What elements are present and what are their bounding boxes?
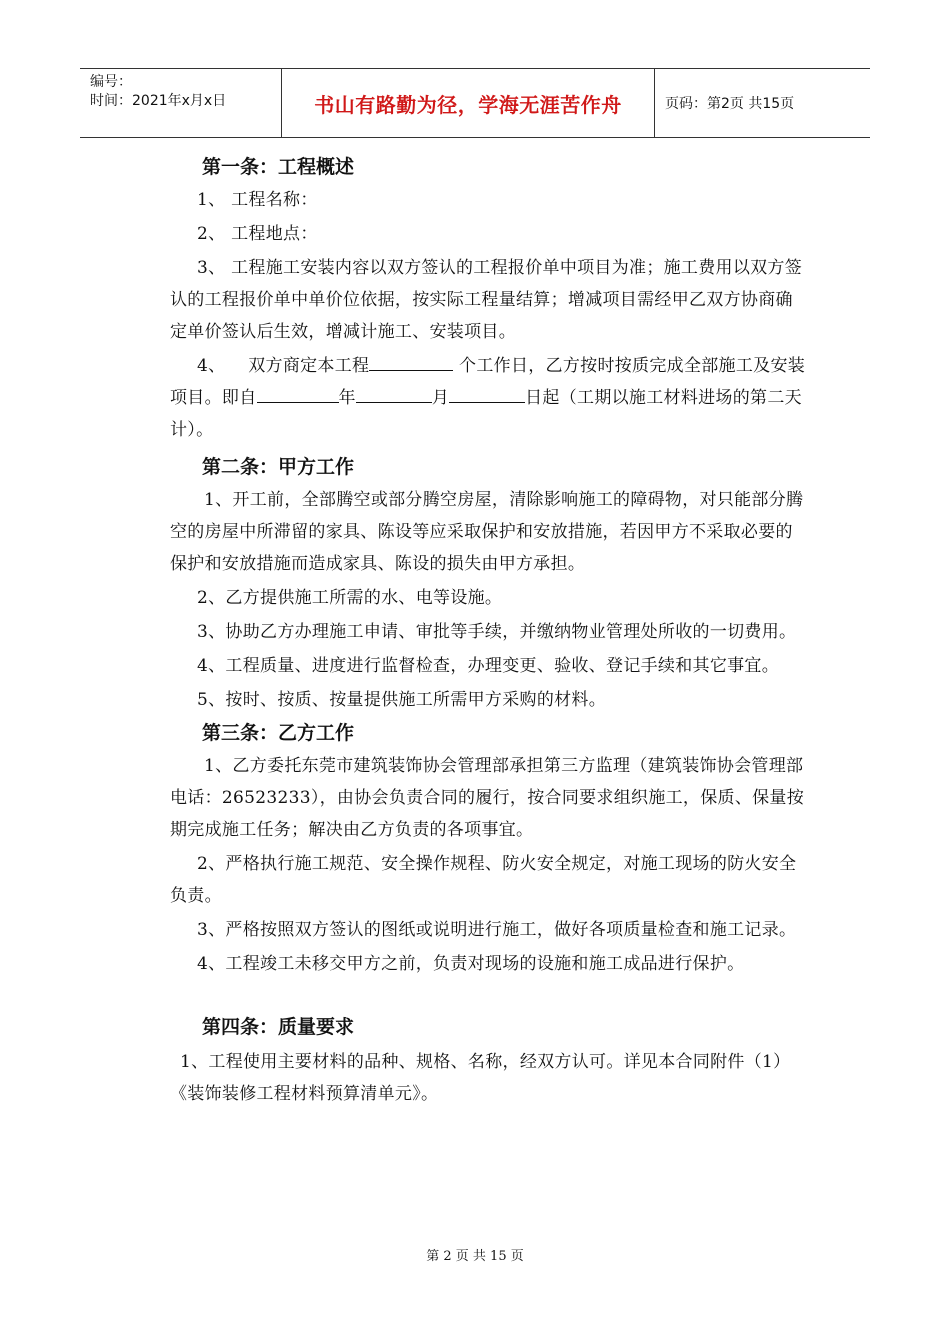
clause-paragraph: 2、乙方提供施工所需的水、电等设施。 [197,588,503,608]
clause-text: 年 [338,388,356,408]
header-page-info: 页码：第2页 共15页 [665,96,795,112]
page-header [80,68,870,138]
clause-paragraph [170,350,810,446]
clause-paragraph: 2、 工程地点： [197,224,318,244]
blank-field-year [257,382,339,403]
clause-paragraph: 2、严格执行施工规范、安全操作规程、防火安全规定，对施工现场的防火安全负责。 [170,854,797,906]
clause-paragraph: 1、 工程名称： [197,190,318,210]
clause-text: 个工作日，乙方按时按质完成全部施工及安装项目。即自 [170,356,806,408]
blank-field-month [356,382,432,403]
clause-text: 月 [431,388,450,408]
document-number-label: 编号： [90,74,132,90]
header-motto: 书山有路勤为径，学海无涯苦作舟 [282,69,655,137]
clause-paragraph: 1、乙方委托东莞市建筑装饰协会管理部承担第三方监理（建筑装饰协会管理部电话：26523233），由协会负责合同的履行，按合同要求组织施工，保质、保量按期完成施工任务；解决由乙方负责的各项事宜。 [170,756,805,840]
section-title: 第一条：工程概述 [202,156,355,178]
document-body [170,150,810,1110]
section-title: 第二条：甲方工作 [202,456,355,478]
clause-paragraph: 3、严格按照双方签认的图纸或说明进行施工，做好各项质量检查和施工记录。 [197,920,797,940]
section-title: 第三条：乙方工作 [202,722,355,744]
clause-paragraph: 1、工程使用主要材料的品种、规格、名称，经双方认可。详见本合同附件（1）《装饰装修工程材料预算清单元》。 [170,1052,791,1104]
clause-paragraph: 3、协助乙方办理施工申请、审批等手续，并缴纳物业管理处所收的一切费用。 [197,622,797,642]
blank-field-days [369,350,453,371]
page-footer: 第 2 页 共 15 页 [426,1249,524,1264]
clause-paragraph: 5、按时、按质、按量提供施工所需甲方采购的材料。 [197,690,607,710]
clause-paragraph: 3、 工程施工安装内容以双方签认的工程报价单中项目为准；施工费用以双方签认的工程报价单中单价位依据，按实际工程量结算；增减项目需经甲乙双方协商确定单价签认后生效，增减计施工、安装项目。 [170,258,803,342]
clause-text: 4、 双方商定本工程 [197,356,370,376]
section-title: 第四条：质量要求 [202,1016,355,1038]
clause-paragraph: 4、工程质量、进度进行监督检查，办理变更、验收、登记手续和其它事宜。 [197,656,780,676]
document-date-label: 时间：2021年x月x日 [90,93,227,109]
clause-paragraph: 1、开工前，全部腾空或部分腾空房屋，清除影响施工的障碍物，对只能部分腾空的房屋中所滞留的家具、陈设等应采取保护和安放措施，若因甲方不采取必要的保护和安放措施而造成家具、陈设的损失由甲方承担。 [170,490,804,574]
clause-text: 日起（工期以施工材料进场的第二天计）。 [170,388,802,440]
header-meta [80,69,282,137]
blank-field-day [449,382,525,403]
clause-paragraph: 4、工程竣工未移交甲方之前，负责对现场的设施和施工成品进行保护。 [197,954,745,974]
